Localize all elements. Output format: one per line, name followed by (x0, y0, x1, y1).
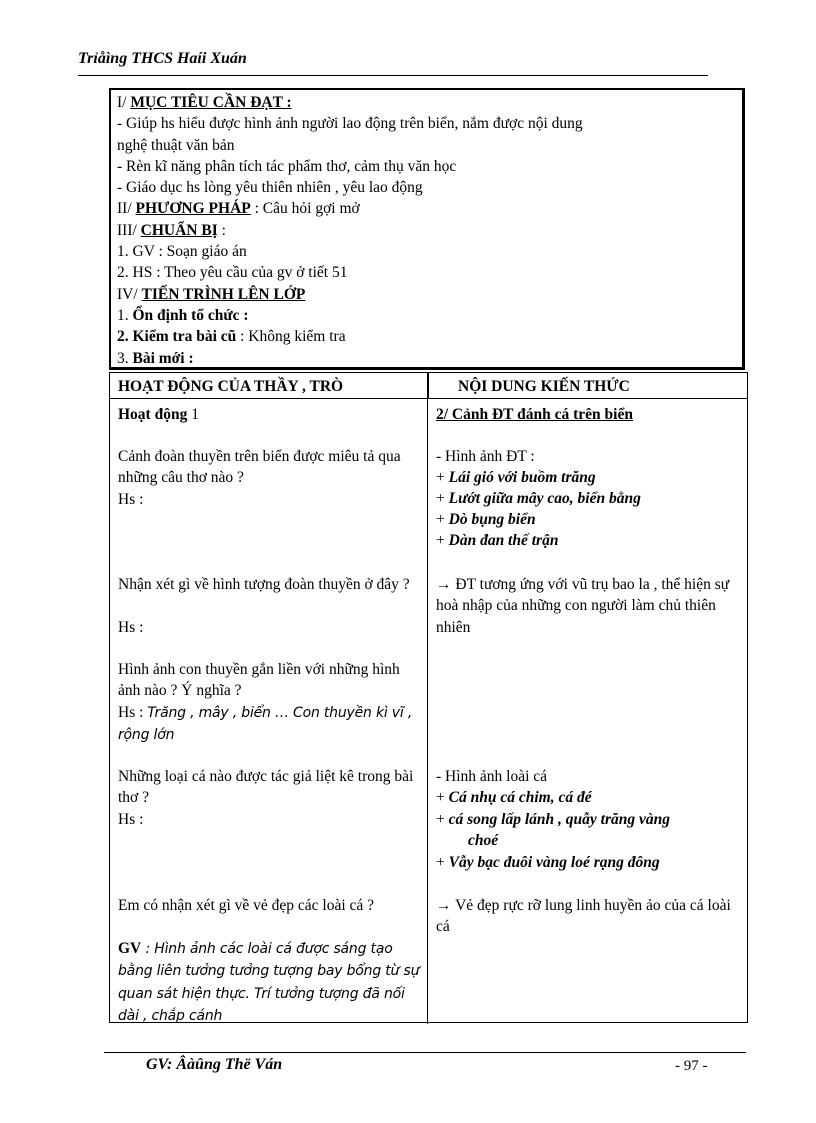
question-2: Nhận xét gì về hình tượng đoàn thuyền ở đây ? (118, 576, 410, 593)
objective-item: - Giúp hs hiểu được hình ảnh người lao động trên biển, nắm được nội dung (117, 115, 583, 133)
question-3: Hình ảnh con thuyền gắn liền với những hình ảnh nào ? Ý nghĩa ? (118, 661, 400, 700)
fish-intro: - Hình ảnh loài cá (436, 768, 548, 785)
lesson-table (109, 372, 748, 1023)
page-number: - 97 - (675, 1058, 708, 1074)
school-header: Trỉåìng THCS Haíi Xuán (78, 50, 247, 67)
prep-item: 1. GV : Soạn giáo án (117, 243, 247, 261)
objective-item: - Rèn kĩ năng phân tích tác phẩm thơ, cảm thụ văn học (117, 157, 457, 175)
prep-item: 2. HS : Theo yêu cầu của gv ở tiết 51 (117, 264, 348, 282)
section-2-heading: II/ PHƯƠNG PHÁP : Câu hỏi gợi mở (117, 200, 360, 218)
section-3-heading: III/ CHUẨN BỊ : (117, 221, 226, 239)
right-column-header: NỘI DUNG KIẾN THỨC (458, 378, 630, 395)
question-1: Cảnh đoàn thuyền trên biển được miêu tả qua những câu thơ nào ? (118, 448, 401, 487)
objective-item: - Giáo dục hs lòng yêu thiên nhiên , yêu lao động (117, 179, 423, 197)
section-3-title: CHUẨN BỊ (140, 221, 218, 239)
objective-item: nghệ thuật văn bản (117, 136, 235, 154)
boat-image-item: + Dàn đan thế trận (436, 532, 559, 549)
fish-item: + cá song lấp lánh , quẫy trăng vàng (436, 811, 670, 828)
step-1: 1. Ổn định tổ chức : (117, 306, 249, 324)
header-column-divider (427, 373, 429, 399)
answer-1: Hs : (118, 491, 144, 508)
section-4-title: TIẾN TRÌNH LÊN LỚP (141, 285, 306, 303)
boat-conclusion: → ĐT tương ứng với vũ trụ bao la , thể hiện sự hoà nhập của những con người làm chủ thiên nhiên (436, 576, 730, 636)
answer-3: Hs : Trăng , mây , biển … Con thuyền kì vĩ , rộng lớn (118, 704, 413, 744)
boat-image-item: + Dò bụng biển (436, 511, 536, 528)
question-4: Những loại cá nào được tác giả liệt kê trong bài thơ ? (118, 768, 414, 807)
header-divider (78, 75, 708, 76)
section-1-heading: I/ MỤC TIÊU CẦN ĐẠT : (117, 94, 292, 111)
boat-image-item: + Lướt giữa mây cao, biển bằng (436, 490, 641, 507)
section-1-title: MỤC TIÊU CẦN ĐẠT : (130, 94, 292, 111)
boat-image-item: + Lái gió với buồm trăng (436, 469, 596, 486)
section-2-title: PHƯƠNG PHÁP (135, 200, 251, 218)
step-2: 2. Kiểm tra bài cũ : Không kiểm tra (117, 328, 346, 346)
fish-conclusion: → Vẻ đẹp rực rỡ lung linh huyền ảo của cá loài cá (436, 897, 731, 936)
answer-2: Hs : (118, 619, 144, 636)
left-column-header: HOẠT ĐỘNG CỦA THẦY , TRÒ (118, 378, 344, 395)
fish-item: + Vẫy bạc đuôi vàng loé rạng đông (436, 854, 660, 871)
fish-item-continued: choé (468, 832, 499, 849)
teacher-note: GV : Hình ảnh các loài cá được sáng tạo bằng liên tưởng tưởng tượng bay bổng từ sự quan sát hiện thực. Trí tưởng tượng đã nối dài , chắp cánh (118, 940, 420, 1024)
answer-4: Hs : (118, 811, 144, 828)
column-divider (427, 399, 428, 1024)
section-title: 2/ Cảnh ĐT đánh cá trên biển (436, 406, 633, 423)
question-5: Em có nhận xét gì về vẻ đẹp các loài cá ? (118, 897, 375, 914)
section-4-heading: IV/ TIẾN TRÌNH LÊN LỚP (117, 285, 306, 303)
objectives-box (109, 88, 745, 370)
fish-item: + Cá nhụ cá chim, cá đé (436, 789, 592, 806)
activity-label: Hoạt động 1 (118, 406, 199, 423)
boat-image-intro: - Hình ảnh ĐT : (436, 448, 535, 465)
step-3: 3. Bài mới : (117, 349, 194, 367)
teacher-name: GV: Âàûng Thë Ván (146, 1056, 283, 1073)
footer-divider (104, 1052, 746, 1053)
